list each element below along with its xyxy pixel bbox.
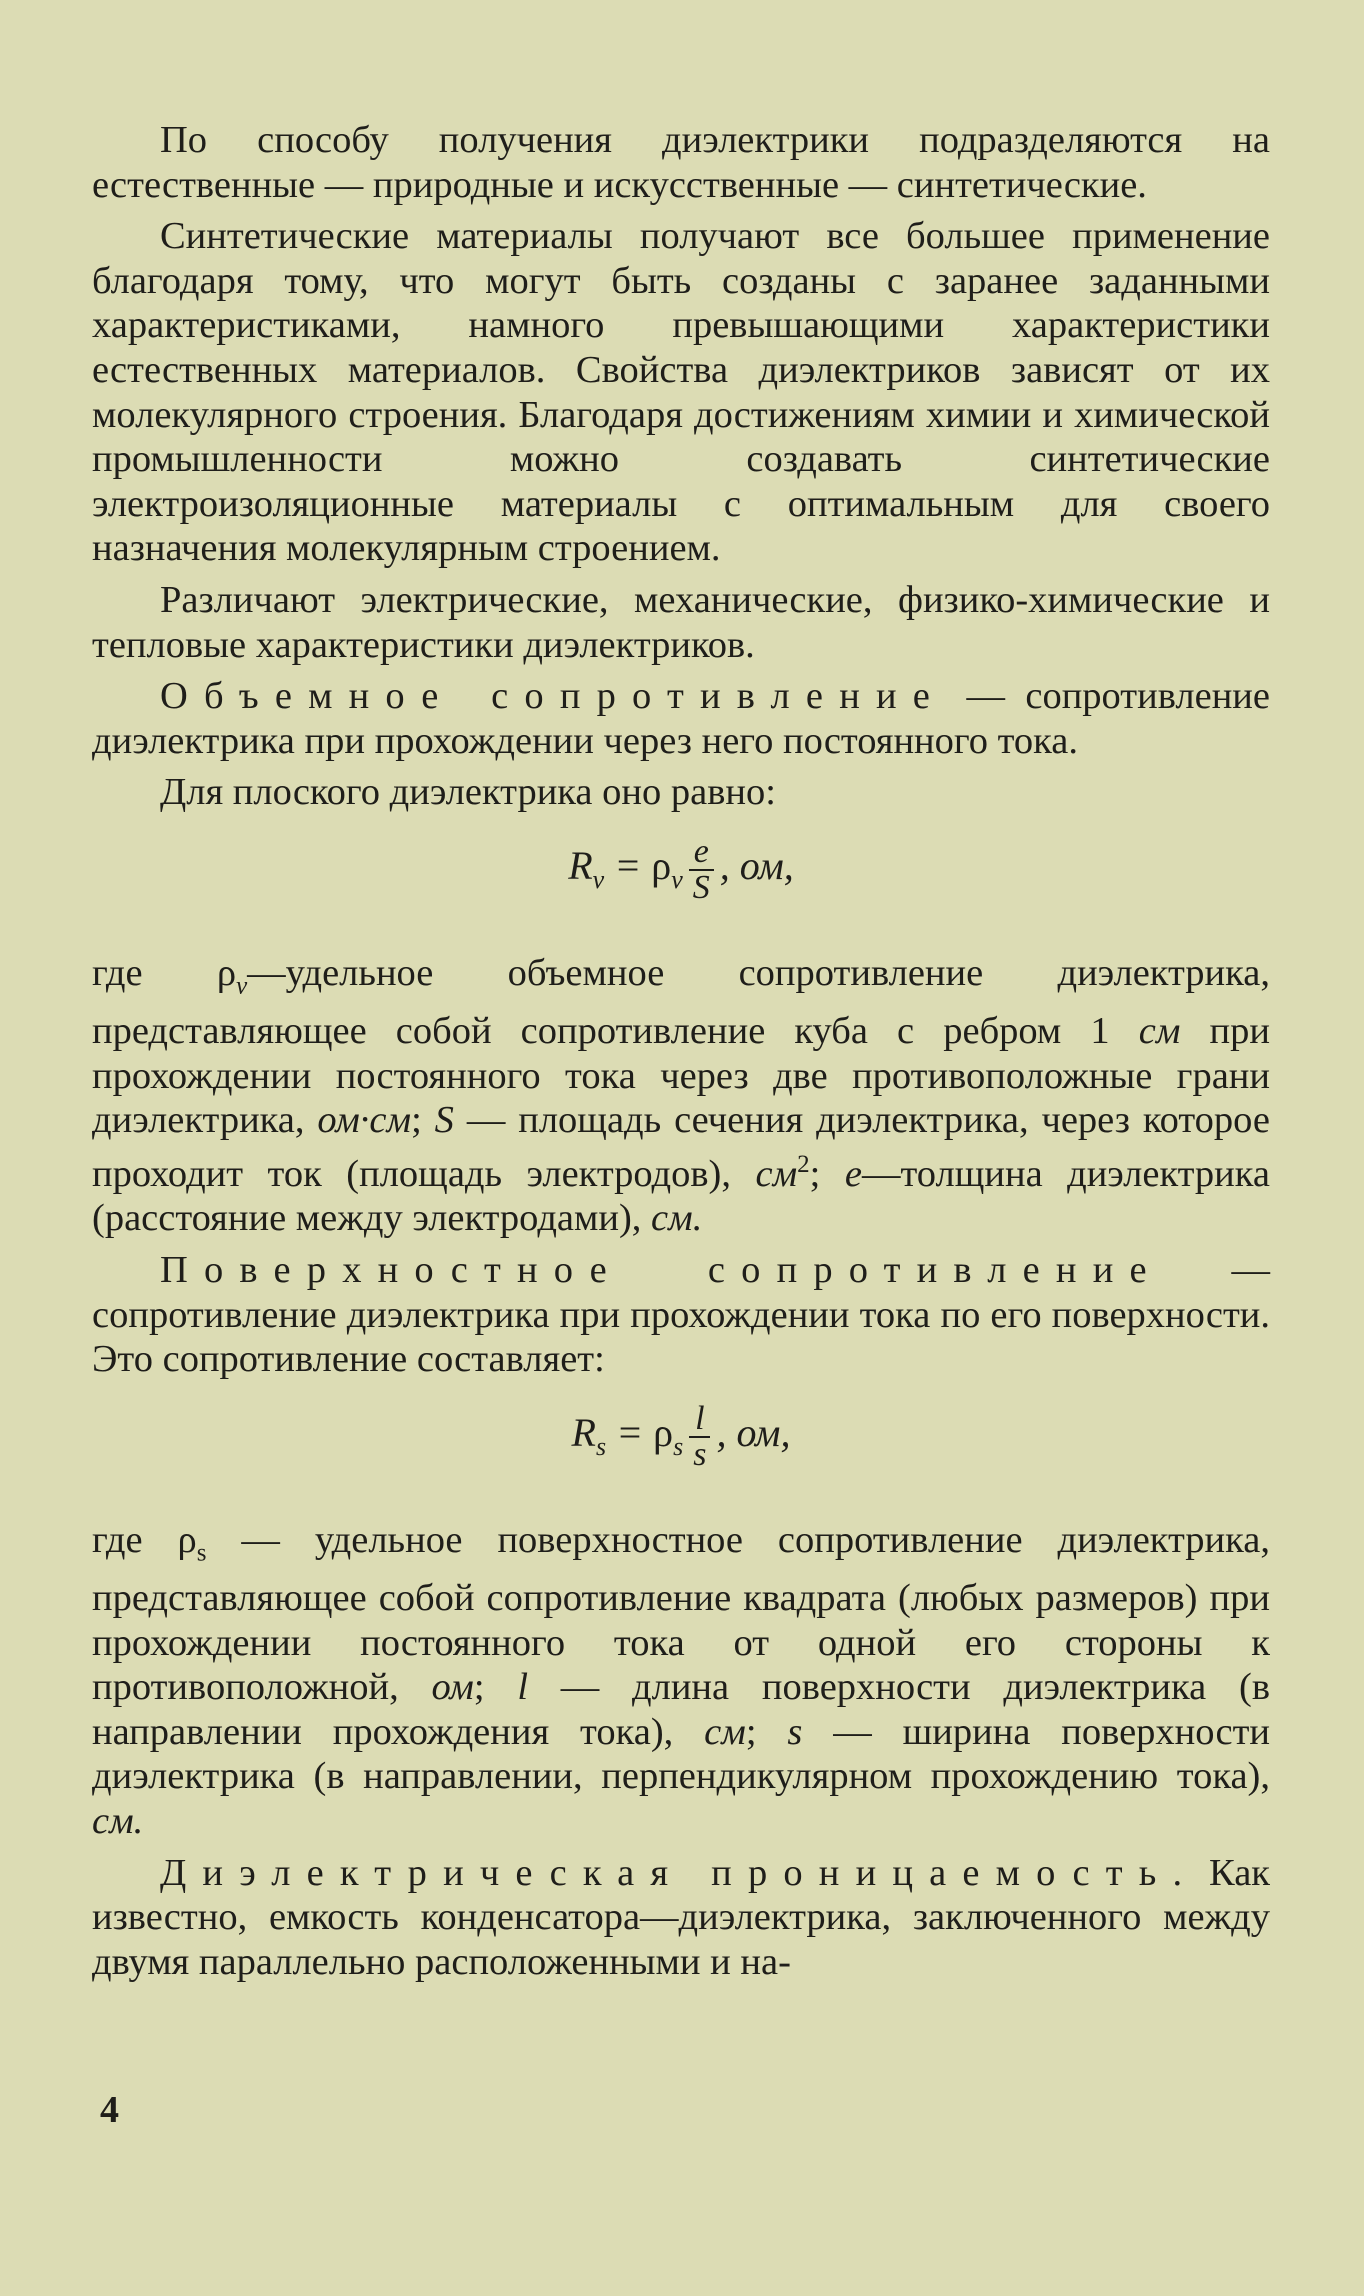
- paragraph-1: По способу получения диэлектрики подразделяются на естественные — природные и искусственные — синтетические.: [92, 119, 1270, 206]
- definition-volume-resistivity: где $\rho_v—удельное$ объемное сопротивление диэлектрика, представляющее собой сопротивление куба с ребром 1 см при прохождении постоянного тока через две противоположные грани диэлектрика, ом·см; S — площадь сечения диэлектрика, через которое проходит ток (площадь электродов), $см^2$; e—толщина диэлектрика (расстояние между электродами), см.: [92, 951, 1270, 1240]
- body-text: [92, 118, 1270, 1991]
- paragraph-volume-resistance: [92, 674, 1270, 763]
- paragraph-5: Для плоского диэлектрика оно равно:: [160, 771, 776, 814]
- page-number: 4: [100, 2089, 119, 2131]
- paragraph-surface-resistance: [92, 1248, 1270, 1382]
- formula-volume-resistance: $R_v = \rho_v$ $\frac{e}{S}$ , ом,: [568, 832, 794, 906]
- term-volume-resistance: Объемное сопротивление: [160, 675, 947, 718]
- paragraph-4-text: — сопротивление диэлектрика при прохождении через него постоянного тока.: [92, 675, 1270, 762]
- paragraph-7-text: — сопротивление диэлектрика при прохождении тока по его поверхности. Это сопротивление составляет:: [92, 1248, 1271, 1381]
- term-surface-resistance: Поверхностное сопротивление: [160, 1248, 1163, 1291]
- paragraph-2: Синтетические материалы получают все большее применение благодаря тому, что могут быть созданы с заранее заданными характеристиками, намного превышающими характеристики естественных материалов. Свойства диэлектриков зависят от их молекулярного строения. Благодаря достижениям химии и химической промышленности можно создавать синтетические электроизоляционные материалы с оптимальным для своего назначения молекулярным строением.: [92, 215, 1270, 570]
- fraction-e-over-s: $\frac{e}{S}$: [689, 835, 714, 905]
- paragraph-3: Различают электрические, механические, физико-химические и тепловые характеристики диэлектриков.: [92, 578, 1270, 666]
- fraction-l-over-s: $\frac{l}{s}$: [689, 1402, 710, 1472]
- formula-surface-resistance: $R_s = \rho_s$ $\frac{l}{s}$ , ом,: [571, 1399, 791, 1473]
- paragraph-dielectric-permittivity: [92, 1851, 1270, 1985]
- term-dielectric-permittivity: Диэлектрическая проницаемость.: [160, 1851, 1199, 1894]
- paragraph-10-text: Как известно, емкость конденсатора—диэлектрика, заключенного между двумя параллельно расположенными и на-: [92, 1851, 1270, 1983]
- definition-surface-resistivity: где $\rho_s$ — удельное поверхностное сопротивление диэлектрика, представляющее собой сопротивление квадрата (любых размеров) при прохождении постоянного тока от одной его стороны к противоположной, ом; l — длина поверхности диэлектрика (в направлении прохождения тока), см; s — ширина поверхности диэлектрика (в направлении, перпендикулярном прохождению тока), см.: [92, 1518, 1271, 1843]
